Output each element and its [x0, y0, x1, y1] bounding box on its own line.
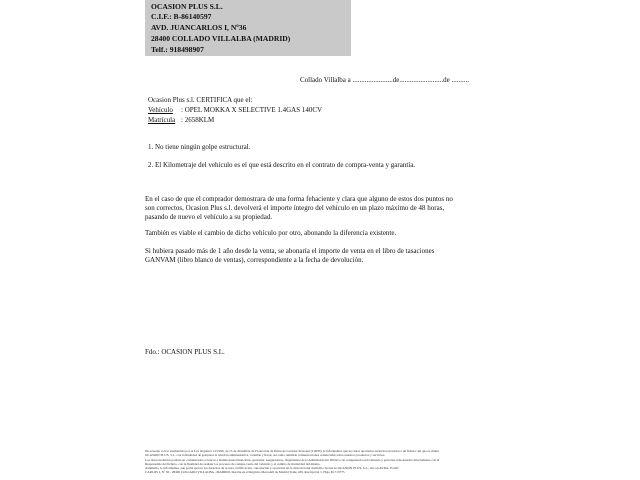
paragraph-ganvam-line-2: GANVAM (libro blanco de ventas), correspondiente a la fecha de devolución.	[145, 256, 364, 264]
paragraph-exchange: También es viable el cambio de dicho vehículo por otro, abonando la diferencia existente.	[145, 229, 397, 237]
signature-line: Fdo.: OCASION PLUS S.L.	[145, 348, 225, 356]
company-phone: Telf.: 918498907	[151, 45, 204, 54]
plate-label: Matrícula	[148, 116, 176, 124]
paragraph-ganvam-line-1: Si hubiera pasado más de 1 año desde la venta, se abonaría el importe de venta en el libro de tasaciones	[145, 247, 435, 255]
company-cif: C.I.F.: B-86140597	[151, 12, 212, 21]
plate-value: : 2658KLM	[181, 116, 215, 124]
plate-row	[148, 116, 214, 125]
vehicle-label: Vehículo	[148, 106, 173, 114]
fineprint-line: Los datos incluidos podrán ser comunicados a bancos e instituciones financieras, gestorías, aseguradoras, Organismos de la Administración Pública con competencia en la materia y personas relacionadas directamente con el	[145, 457, 440, 462]
company-header-box	[145, 0, 351, 56]
fineprint-line: CARLOS I, Nº 36 - 28400 COLLADO VILLALBA - MADRID. Inscrita en el Registro Mercantil de Madrid Tomo 439, Inscripción 1, Hoja M-715775	[145, 470, 345, 475]
company-name: OCASION PLUS S.L.	[151, 2, 223, 11]
paragraph-refund-line-2: son correctos, Ocasion Plus s.l. devolverá el importe íntegro del vehículo en un plazo máximo de 48 horas,	[145, 204, 445, 212]
vehicle-value: : OPEL MOKKA X SELECTIVE 1.4GAS 140CV	[181, 106, 323, 114]
fineprint-line: Responsable del fichero, con la finalidad de realizar los procesos de compra-venta del vehículo y el cambio de titularidad del mismo.	[145, 461, 321, 466]
company-address: AVD. JUANCARLOS I, Nº36	[151, 23, 247, 32]
fineprint-line: OCASION PLUS, S.L. con la finalidad de gestionar la relación administrativa, contable y fiscal, así como remitirle comunicaciones comerciales sobre nuestros productos y servicios.	[145, 453, 386, 458]
company-city: 28400 COLLADO VILLALBA (MADRID)	[151, 34, 291, 43]
data-protection-fineprint	[145, 449, 505, 475]
place-date-line: Collado Villalba a .......................de.........................de ..........	[300, 76, 469, 84]
fineprint-line: De acuerdo con lo establecido por la Ley Orgánica 15/1999, de 13 de diciembre de Protección de Datos de Carácter Personal (LOPD), le informamos que los datos aportados serán incorporados a un fichero del que es titular	[145, 449, 439, 453]
vehicle-row	[148, 106, 322, 115]
point-2: 2. El Kilometraje del vehículo es el que está descrito en el contrato de compra-venta y garantía.	[148, 161, 416, 169]
certifies-text: Ocasion Plus s.l. CERTIFICA que el:	[148, 96, 253, 104]
fineprint-line: Asimismo, le informamos que podrá ejercer los derechos de acceso, rectificación, cancelación y oposición en la dirección del domicilio Social de OCASION PLUS, S.L., sito en AVDA. JUAN	[145, 466, 399, 471]
paragraph-refund-line-1: En el caso de que el comprador demostrara de una forma fehaciente y clara que alguno de estos dos puntos no	[145, 195, 453, 203]
point-1: 1. No tiene ningún golpe estructural.	[148, 143, 251, 151]
paragraph-refund-line-3: pasando de nuevo el vehículo a su propiedad.	[145, 213, 273, 221]
